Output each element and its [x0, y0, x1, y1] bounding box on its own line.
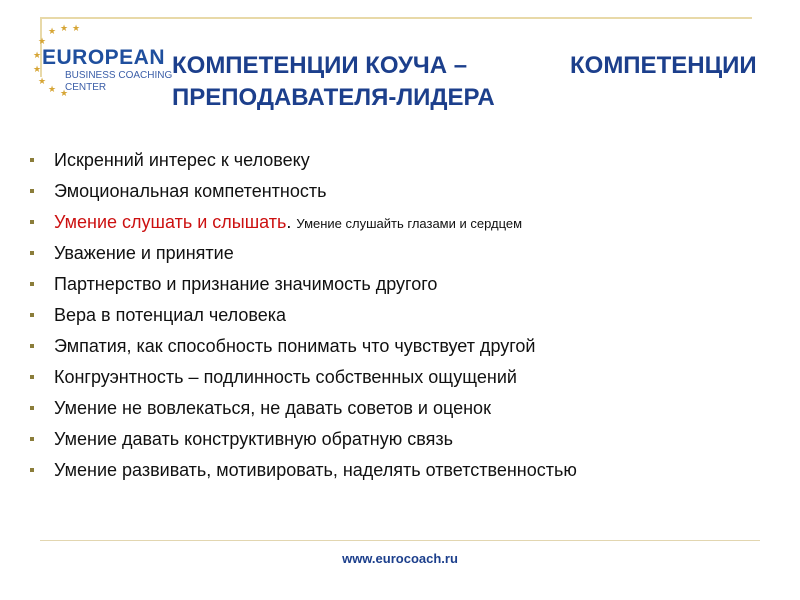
bullet-icon — [30, 220, 34, 224]
slide-title-part1: КОМПЕТЕНЦИИ КОУЧА – — [172, 52, 468, 79]
list-item — [30, 208, 577, 239]
logo-text-european: EUROPEAN — [42, 46, 166, 69]
list-item-text: Умение не вовлекаться, не давать советов и оценок — [54, 398, 491, 418]
list-item-text: Уважение и принятие — [54, 243, 234, 263]
bullet-icon — [30, 282, 34, 286]
svg-text:★: ★ — [33, 51, 42, 61]
top-divider — [40, 17, 752, 19]
footer-url[interactable]: www.eurocoach.ru — [342, 551, 458, 566]
logo-text-center: CENTER — [65, 82, 107, 93]
svg-text:★: ★ — [48, 27, 57, 37]
list-item-text: Умение давать конструктивную обратную связь — [54, 429, 453, 449]
bullet-icon — [30, 189, 34, 193]
european-business-coaching-logo — [30, 20, 190, 100]
list-item — [30, 394, 577, 425]
svg-text:★: ★ — [38, 37, 47, 47]
list-item-note: Умение слушайть глазами и сердцем — [296, 216, 523, 231]
svg-text:★: ★ — [60, 24, 69, 34]
list-item-text: Конгруэнтность – подлинность собственных ощущений — [54, 367, 517, 387]
list-item — [30, 177, 577, 208]
competency-list — [30, 146, 577, 487]
list-item-text: Умение развивать, мотивировать, наделять ответственностью — [54, 460, 577, 480]
list-item-text: Вера в потенциал человека — [54, 305, 286, 325]
bullet-icon — [30, 375, 34, 379]
list-item-highlight: Умение слушать и слышать — [54, 212, 287, 232]
svg-text:★: ★ — [33, 65, 42, 75]
list-item — [30, 363, 577, 394]
logo-text-business-coaching: BUSINESS COACHING — [65, 70, 173, 81]
list-item — [30, 425, 577, 456]
list-item-text: Партнерство и признание значимость другого — [54, 274, 438, 294]
list-item — [30, 456, 577, 487]
list-item-separator: . — [286, 212, 297, 232]
bullet-icon — [30, 468, 34, 472]
svg-text:★: ★ — [72, 24, 81, 34]
bullet-icon — [30, 406, 34, 410]
bullet-icon — [30, 158, 34, 162]
list-item — [30, 270, 577, 301]
svg-text:★: ★ — [38, 77, 47, 87]
list-item — [30, 146, 577, 177]
bullet-icon — [30, 344, 34, 348]
list-item-text: Эмоциональная компетентность — [54, 181, 327, 201]
list-item-text: Эмпатия, как способность понимать что чувствует другой — [54, 336, 536, 356]
slide-title-part2: КОМПЕТЕНЦИИ — [570, 52, 757, 79]
bullet-icon — [30, 251, 34, 255]
bullet-icon — [30, 437, 34, 441]
footer-divider — [40, 540, 760, 541]
list-item — [30, 332, 577, 363]
list-item-text: Искренний интерес к человеку — [54, 150, 310, 170]
bullet-icon — [30, 313, 34, 317]
slide-title-part3: ПРЕПОДАВАТЕЛЯ-ЛИДЕРА — [172, 84, 495, 111]
svg-text:★: ★ — [48, 85, 57, 95]
list-item — [30, 239, 577, 270]
list-item — [30, 301, 577, 332]
svg-text:★: ★ — [60, 89, 69, 99]
